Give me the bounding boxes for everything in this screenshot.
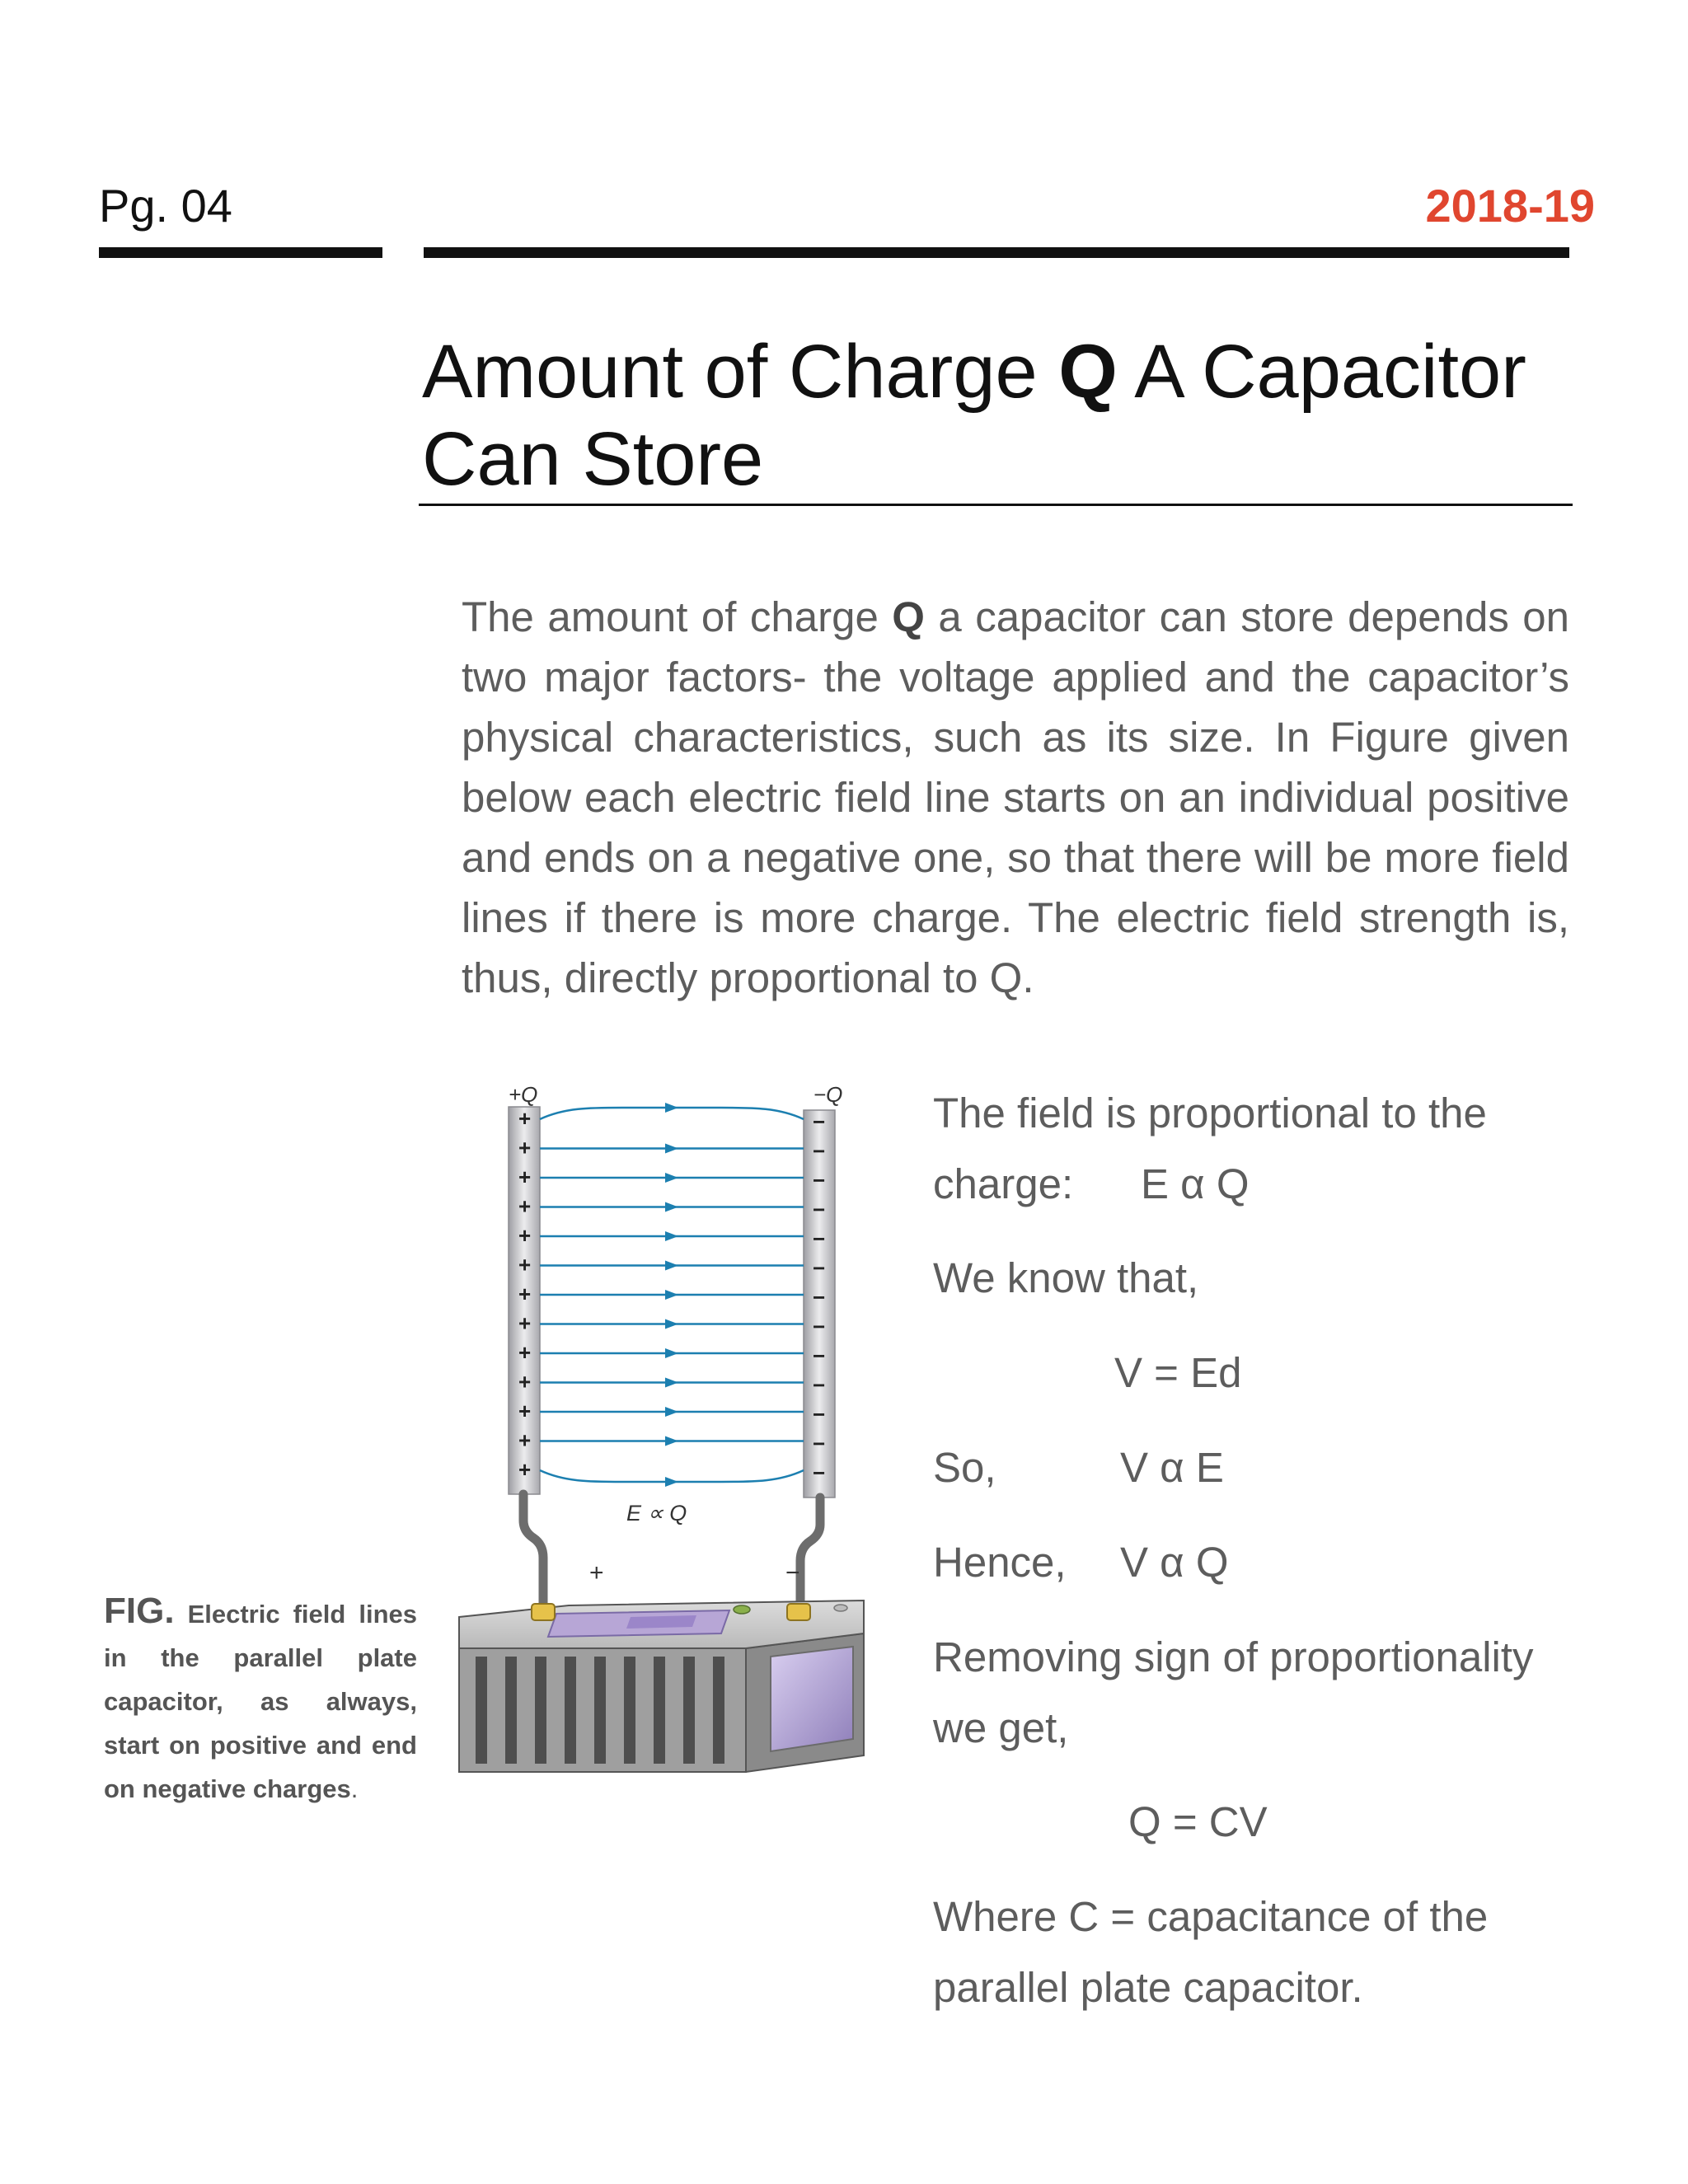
battery-ridge — [476, 1657, 487, 1764]
battery-ridge — [713, 1657, 724, 1764]
field-arrow — [665, 1290, 678, 1300]
field-arrow — [665, 1319, 678, 1329]
caption-text: Electric field lines in the parallel plate capacitor, as always, start on positive and end on negative charges — [104, 1600, 417, 1803]
minus-charge-sign: − — [813, 1460, 826, 1485]
derivation-line1: The field is proportional to the — [933, 1090, 1487, 1137]
plus-charge-sign: + — [518, 1165, 532, 1189]
plus-charge-sign: + — [518, 1457, 532, 1482]
title-part2: A Capacitor — [1117, 330, 1526, 414]
title-bold-q: Q — [1058, 330, 1118, 414]
proportional-label: E ∝ Q — [626, 1501, 687, 1526]
battery-plus-label: + — [589, 1559, 604, 1586]
field-arrow — [665, 1103, 678, 1113]
field-arrow — [665, 1348, 678, 1358]
where-line2: parallel plate capacitor. — [933, 1964, 1363, 2011]
battery-ridge — [535, 1657, 546, 1764]
derivation-line2-formula: E α Q — [1141, 1160, 1250, 1207]
battery-ridge — [683, 1657, 695, 1764]
figure-caption — [104, 1589, 417, 1811]
battery-ridge — [505, 1657, 517, 1764]
derivation-line3: We know that, — [933, 1254, 1199, 1301]
plus-charge-sign: + — [518, 1369, 532, 1394]
minus-charge-sign: − — [813, 1285, 826, 1310]
equation-v-ed: V = Ed — [1114, 1349, 1242, 1396]
plus-charge-sign: + — [518, 1106, 532, 1131]
plus-charge-sign: + — [518, 1340, 532, 1365]
intro-bold-q: Q — [892, 593, 925, 640]
minus-charge-sign: − — [813, 1197, 826, 1222]
field-arrow — [665, 1202, 678, 1212]
minus-charge-sign: − — [813, 1343, 826, 1368]
removing-sign-text: Removing sign of proportionality — [933, 1633, 1534, 1680]
field-arrow — [665, 1231, 678, 1241]
plus-charge-sign: + — [518, 1252, 532, 1277]
plus-charge-sign: + — [518, 1223, 532, 1248]
plus-charge-sign: + — [518, 1193, 532, 1219]
minus-charge-sign: − — [813, 1109, 826, 1134]
intro-part1: The amount of charge — [462, 593, 893, 640]
header-rule-right — [424, 247, 1569, 258]
minus-charge-sign: − — [813, 1314, 826, 1339]
minus-charge-sign: − — [813, 1372, 826, 1398]
battery-ridge — [565, 1657, 576, 1764]
minus-charge-sign: − — [813, 1402, 826, 1427]
plus-charge-sign: + — [518, 1310, 532, 1336]
caption-fig-label: FIG. — [104, 1591, 175, 1631]
battery-ridge — [594, 1657, 606, 1764]
title-line2: Can Store — [422, 417, 764, 501]
we-get-text: we get, — [933, 1704, 1069, 1751]
field-arrow — [665, 1477, 678, 1487]
title-underline — [419, 504, 1573, 506]
title-part1: Amount of Charge — [422, 330, 1059, 414]
battery — [459, 1601, 864, 1772]
so-formula: V α E — [1120, 1444, 1224, 1491]
minus-charge-sign: − — [813, 1431, 826, 1456]
minus-charge-sign: − — [813, 1255, 826, 1281]
battery-ridge — [624, 1657, 635, 1764]
plus-charge-sign: + — [518, 1135, 532, 1160]
field-arrow — [665, 1144, 678, 1154]
negative-wire — [800, 1497, 820, 1607]
capacitor-figure — [457, 1080, 870, 1780]
minus-charge-sign: − — [813, 1226, 826, 1251]
equation-q-cv: Q = CV — [1128, 1798, 1268, 1845]
where-line1: Where C = capacitance of the — [933, 1893, 1489, 1940]
positive-wire — [523, 1494, 543, 1607]
intro-part2: a capacitor can store depends on two major factors- the voltage applied and the capacitor’s physical characteristics, such as its size. In Figure given below each electric field line starts on an individual positive and ends on a negative one, so that there will be more field lines if there is more charge. The electric field strength is, thus, directly proportional to Q. — [462, 593, 1569, 1001]
minus-q-label: −Q — [814, 1082, 843, 1107]
plus-charge-sign: + — [518, 1282, 532, 1306]
field-arrow — [665, 1436, 678, 1446]
intro-paragraph — [462, 587, 1569, 1008]
battery-minus-label: − — [785, 1559, 800, 1586]
plus-charge-sign: + — [518, 1427, 532, 1453]
field-arrow — [665, 1173, 678, 1183]
plus-charge-sign: + — [518, 1399, 532, 1423]
so-label: So, — [933, 1444, 996, 1491]
field-arrow — [665, 1261, 678, 1271]
plus-q-label: +Q — [509, 1082, 538, 1107]
battery-ridge — [654, 1657, 665, 1764]
field-arrow — [665, 1378, 678, 1388]
minus-charge-sign: − — [813, 1138, 826, 1164]
derivation-line2-label: charge: — [933, 1160, 1074, 1207]
caption-end: . — [350, 1774, 359, 1803]
year-label: 2018-19 — [1425, 180, 1595, 232]
hence-label: Hence, — [933, 1539, 1067, 1586]
minus-charge-sign: − — [813, 1168, 826, 1193]
page-number: Pg. 04 — [99, 180, 232, 232]
page-title — [422, 328, 1576, 503]
field-arrow — [665, 1407, 678, 1417]
hence-formula: V α Q — [1120, 1539, 1229, 1586]
header-rule-left — [99, 247, 382, 258]
